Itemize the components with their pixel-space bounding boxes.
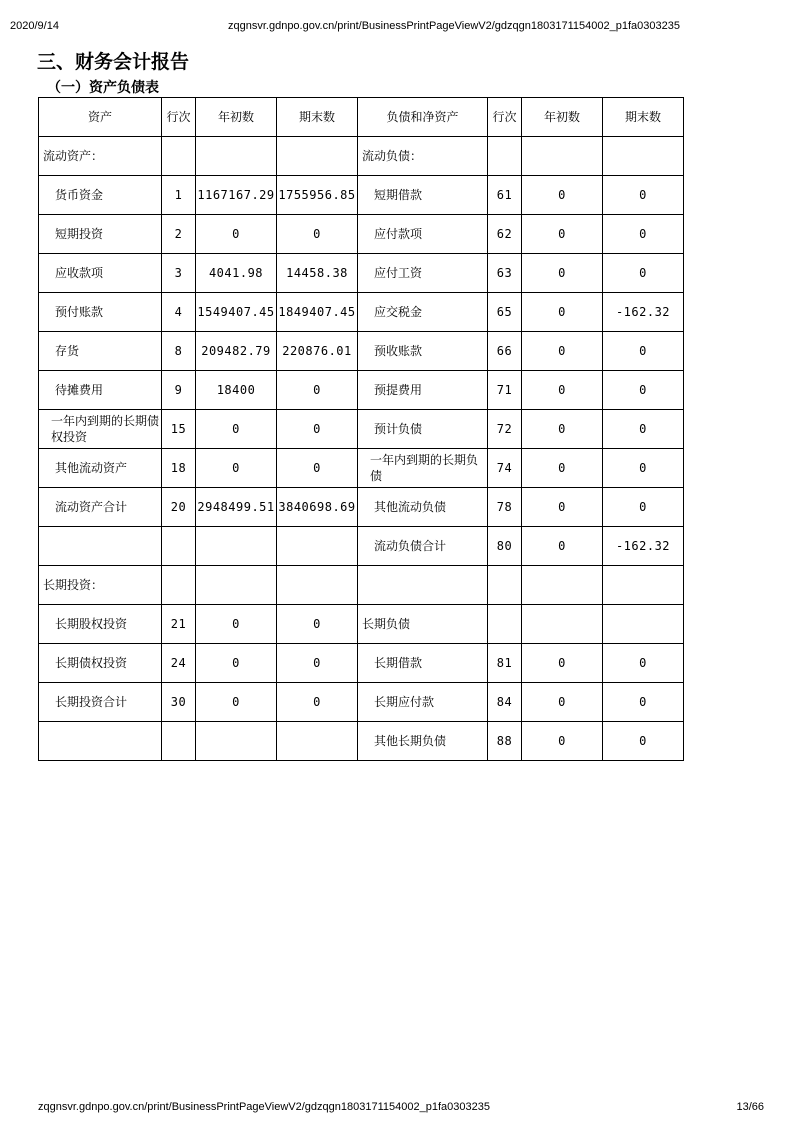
liability-name-cell: 一年内到期的长期负债 [358, 449, 488, 488]
asset-name-cell: 长期投资合计 [39, 683, 162, 722]
line-number-cell: 8 [162, 332, 196, 371]
opening-balance-cell: 0 [196, 683, 277, 722]
opening-balance-cell: 0 [522, 332, 603, 371]
closing-balance-cell: 0 [603, 683, 684, 722]
line-number-cell: 20 [162, 488, 196, 527]
liability-name-cell: 应付款项 [358, 215, 488, 254]
closing-balance-cell: 0 [603, 410, 684, 449]
liability-name-cell: 长期应付款 [358, 683, 488, 722]
opening-balance-cell: 209482.79 [196, 332, 277, 371]
opening-balance-cell [196, 722, 277, 761]
liability-name-cell: 应付工资 [358, 254, 488, 293]
line-number-cell: 72 [488, 410, 522, 449]
closing-balance-cell: -162.32 [603, 293, 684, 332]
closing-balance-cell: 0 [603, 644, 684, 683]
asset-name-cell: 存货 [39, 332, 162, 371]
opening-balance-cell: 0 [196, 605, 277, 644]
table-row [39, 371, 684, 410]
opening-balance-cell: 0 [522, 371, 603, 410]
asset-name-cell: 预付账款 [39, 293, 162, 332]
table-row [39, 176, 684, 215]
closing-balance-cell: 0 [603, 488, 684, 527]
line-number-cell: 84 [488, 683, 522, 722]
table-row [39, 488, 684, 527]
closing-balance-cell: 0 [603, 254, 684, 293]
asset-name-cell [39, 722, 162, 761]
table-row [39, 605, 684, 644]
closing-balance-cell: 0 [603, 371, 684, 410]
asset-name-cell: 短期投资 [39, 215, 162, 254]
closing-balance-cell: 0 [277, 683, 358, 722]
closing-balance-cell: 3840698.69 [277, 488, 358, 527]
liability-name-cell: 长期借款 [358, 644, 488, 683]
closing-balance-cell [277, 527, 358, 566]
line-number-cell: 4 [162, 293, 196, 332]
table-row [39, 215, 684, 254]
line-number-cell [162, 527, 196, 566]
line-number-cell: 78 [488, 488, 522, 527]
line-number-cell [488, 566, 522, 605]
asset-name-cell: 流动资产： [39, 137, 162, 176]
table-row [39, 449, 684, 488]
closing-balance-cell [277, 566, 358, 605]
line-number-cell: 1 [162, 176, 196, 215]
closing-balance-cell: 14458.38 [277, 254, 358, 293]
closing-balance-cell: -162.32 [603, 527, 684, 566]
opening-balance-cell: 0 [522, 254, 603, 293]
line-number-cell [162, 722, 196, 761]
asset-name-cell: 待摊费用 [39, 371, 162, 410]
liability-name-cell: 其他流动负债 [358, 488, 488, 527]
asset-name-cell [39, 527, 162, 566]
column-header: 期末数 [277, 98, 358, 137]
line-number-cell: 24 [162, 644, 196, 683]
liability-name-cell: 流动负债合计 [358, 527, 488, 566]
line-number-cell: 9 [162, 371, 196, 410]
liability-name-cell: 长期负债 [358, 605, 488, 644]
line-number-cell [162, 137, 196, 176]
closing-balance-cell: 0 [603, 176, 684, 215]
liability-name-cell [358, 566, 488, 605]
line-number-cell: 2 [162, 215, 196, 254]
table-row [39, 293, 684, 332]
line-number-cell [488, 137, 522, 176]
print-url-header: zqgnsvr.gdnpo.gov.cn/print/BusinessPrintPageViewV2/gdzqgn1803171154002_p1fa0303235 [228, 20, 680, 32]
opening-balance-cell [196, 527, 277, 566]
table-row [39, 722, 684, 761]
column-header: 行次 [488, 98, 522, 137]
table-header-row [39, 98, 684, 137]
opening-balance-cell: 0 [522, 683, 603, 722]
balance-sheet-table [38, 97, 684, 761]
closing-balance-cell [603, 137, 684, 176]
liability-name-cell: 应交税金 [358, 293, 488, 332]
line-number-cell: 15 [162, 410, 196, 449]
asset-name-cell: 流动资产合计 [39, 488, 162, 527]
asset-name-cell: 其他流动资产 [39, 449, 162, 488]
closing-balance-cell: 0 [277, 449, 358, 488]
asset-name-cell: 应收款项 [39, 254, 162, 293]
opening-balance-cell: 0 [522, 215, 603, 254]
print-url-footer: zqgnsvr.gdnpo.gov.cn/print/BusinessPrintPageViewV2/gdzqgn1803171154002_p1fa0303235 [38, 1101, 490, 1113]
opening-balance-cell: 0 [522, 449, 603, 488]
closing-balance-cell: 0 [277, 410, 358, 449]
asset-name-cell: 货币资金 [39, 176, 162, 215]
asset-name-cell: 长期股权投资 [39, 605, 162, 644]
line-number-cell: 74 [488, 449, 522, 488]
closing-balance-cell: 0 [277, 215, 358, 254]
line-number-cell: 21 [162, 605, 196, 644]
table-row [39, 332, 684, 371]
liability-name-cell: 预计负债 [358, 410, 488, 449]
opening-balance-cell: 0 [522, 488, 603, 527]
section-title: 三、财务会计报告 [37, 51, 190, 73]
closing-balance-cell [603, 605, 684, 644]
closing-balance-cell: 0 [277, 644, 358, 683]
opening-balance-cell [522, 137, 603, 176]
line-number-cell: 61 [488, 176, 522, 215]
opening-balance-cell: 0 [522, 410, 603, 449]
opening-balance-cell: 4041.98 [196, 254, 277, 293]
opening-balance-cell: 0 [522, 722, 603, 761]
opening-balance-cell: 0 [522, 644, 603, 683]
closing-balance-cell [603, 566, 684, 605]
line-number-cell: 3 [162, 254, 196, 293]
print-date: 2020/9/14 [10, 20, 59, 32]
opening-balance-cell: 2948499.51 [196, 488, 277, 527]
table-row [39, 683, 684, 722]
column-header: 期末数 [603, 98, 684, 137]
line-number-cell [488, 605, 522, 644]
opening-balance-cell: 18400 [196, 371, 277, 410]
line-number-cell: 66 [488, 332, 522, 371]
opening-balance-cell: 0 [196, 449, 277, 488]
page-number: 13/66 [736, 1101, 764, 1113]
closing-balance-cell: 220876.01 [277, 332, 358, 371]
line-number-cell: 81 [488, 644, 522, 683]
opening-balance-cell: 0 [196, 644, 277, 683]
closing-balance-cell: 1755956.85 [277, 176, 358, 215]
asset-name-cell: 长期投资： [39, 566, 162, 605]
closing-balance-cell [277, 722, 358, 761]
opening-balance-cell [196, 566, 277, 605]
table-row [39, 527, 684, 566]
liability-name-cell: 预提费用 [358, 371, 488, 410]
closing-balance-cell: 0 [603, 332, 684, 371]
asset-name-cell: 一年内到期的长期债权投资 [39, 410, 162, 449]
opening-balance-cell: 1549407.45 [196, 293, 277, 332]
column-header: 资产 [39, 98, 162, 137]
opening-balance-cell: 0 [196, 215, 277, 254]
opening-balance-cell [522, 605, 603, 644]
table-row [39, 566, 684, 605]
line-number-cell: 65 [488, 293, 522, 332]
line-number-cell: 88 [488, 722, 522, 761]
line-number-cell: 18 [162, 449, 196, 488]
liability-name-cell: 短期借款 [358, 176, 488, 215]
opening-balance-cell: 1167167.29 [196, 176, 277, 215]
subsection-title: （一）资产负债表 [47, 80, 159, 96]
line-number-cell [162, 566, 196, 605]
closing-balance-cell: 0 [277, 371, 358, 410]
opening-balance-cell [196, 137, 277, 176]
closing-balance-cell: 1849407.45 [277, 293, 358, 332]
opening-balance-cell: 0 [522, 176, 603, 215]
table-row [39, 644, 684, 683]
line-number-cell: 62 [488, 215, 522, 254]
line-number-cell: 80 [488, 527, 522, 566]
opening-balance-cell [522, 566, 603, 605]
column-header: 行次 [162, 98, 196, 137]
asset-name-cell: 长期债权投资 [39, 644, 162, 683]
line-number-cell: 30 [162, 683, 196, 722]
liability-name-cell: 流动负债： [358, 137, 488, 176]
closing-balance-cell [277, 137, 358, 176]
table-row [39, 410, 684, 449]
column-header: 年初数 [196, 98, 277, 137]
column-header: 负债和净资产 [358, 98, 488, 137]
liability-name-cell: 预收账款 [358, 332, 488, 371]
opening-balance-cell: 0 [522, 293, 603, 332]
table-row [39, 137, 684, 176]
opening-balance-cell: 0 [196, 410, 277, 449]
closing-balance-cell: 0 [603, 449, 684, 488]
opening-balance-cell: 0 [522, 527, 603, 566]
table-row [39, 254, 684, 293]
column-header: 年初数 [522, 98, 603, 137]
closing-balance-cell: 0 [603, 722, 684, 761]
line-number-cell: 71 [488, 371, 522, 410]
line-number-cell: 63 [488, 254, 522, 293]
closing-balance-cell: 0 [277, 605, 358, 644]
liability-name-cell: 其他长期负债 [358, 722, 488, 761]
closing-balance-cell: 0 [603, 215, 684, 254]
